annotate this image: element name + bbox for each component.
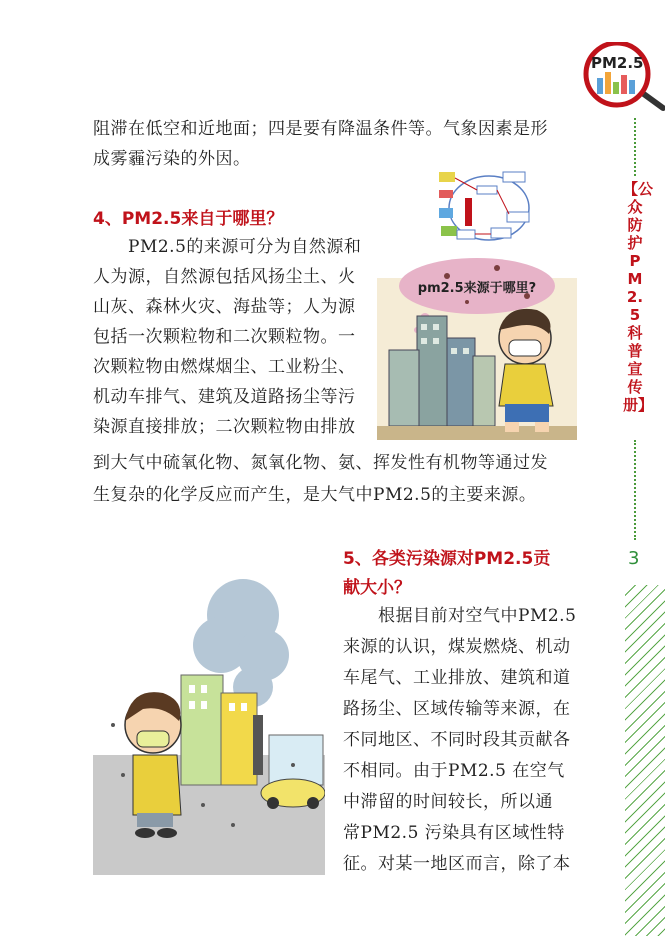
s4-line: 次颗粒物由燃煤烟尘、工业粉尘、 — [93, 357, 356, 377]
decorative-stripes — [625, 585, 665, 936]
s5-line: 路扬尘、区域传输等来源，在 — [343, 699, 571, 719]
side-dots-top — [634, 118, 636, 176]
s5-line: 中滞留的时间较长，所以通 — [343, 792, 553, 812]
s4-line: 人为源，自然源包括风扬尘土、火 — [93, 267, 356, 287]
s5-line: 征。对某一地区而言，除了本 — [343, 854, 571, 874]
section5-heading-line-1: 5、各类污染源对PM2.5贡 — [343, 549, 551, 569]
page-number: 3 — [628, 548, 640, 569]
s4-line: 包括一次颗粒物和二次颗粒物。一 — [93, 327, 356, 347]
smog-city-illustration — [93, 575, 325, 875]
s5-line: 常PM2.5 污染具有区域性特 — [343, 823, 565, 843]
s5-line: 根据目前对空气中PM2.5 — [343, 606, 577, 626]
pollution-source-diagram — [437, 168, 537, 248]
s5-line: 来源的认识，煤炭燃烧、机动 — [343, 637, 571, 657]
section4-heading: 4、PM2.5来自于哪里？ — [93, 209, 284, 229]
top-line-2: 成雾霾污染的外因。 — [93, 149, 251, 169]
s4-line: 山灰、森林火灾、海盐等；人为源 — [93, 297, 356, 317]
badge-text: PM2.5 — [591, 54, 644, 72]
top-line-1: 阻滞在低空和近地面；四是要有降温条件等。气象因素是形 — [93, 119, 548, 139]
s4-line: 机动车排气、建筑及道路扬尘等污 — [93, 387, 356, 407]
section5-heading-line-2: 献大小？ — [343, 578, 411, 598]
bubble-text: pm2.5来源于哪里? — [417, 281, 537, 296]
s4-line: 到大气中硫氧化物、氮氧化物、氨、挥发性有机物等通过发 — [93, 453, 548, 473]
city-boy-illustration — [377, 238, 577, 440]
pm25-badge — [583, 42, 665, 112]
s4-line: PM2.5的来源可分为自然源和 — [93, 237, 362, 257]
s5-line: 不同地区、不同时段其贡献各 — [343, 730, 571, 750]
booklet-title: 【公众防护PM2.5科普宣传册】 — [623, 180, 654, 414]
s5-line: 车尾气、工业排放、建筑和道 — [343, 668, 571, 688]
magnifier-icon — [583, 42, 665, 112]
s4-line: 生复杂的化学反应而产生，是大气中PM2.5的主要来源。 — [93, 485, 537, 505]
side-dots-bottom — [634, 440, 636, 540]
s4-line: 染源直接排放；二次颗粒物由排放 — [93, 417, 356, 437]
s5-line: 不相同。由于PM2.5 在空气 — [343, 761, 565, 781]
